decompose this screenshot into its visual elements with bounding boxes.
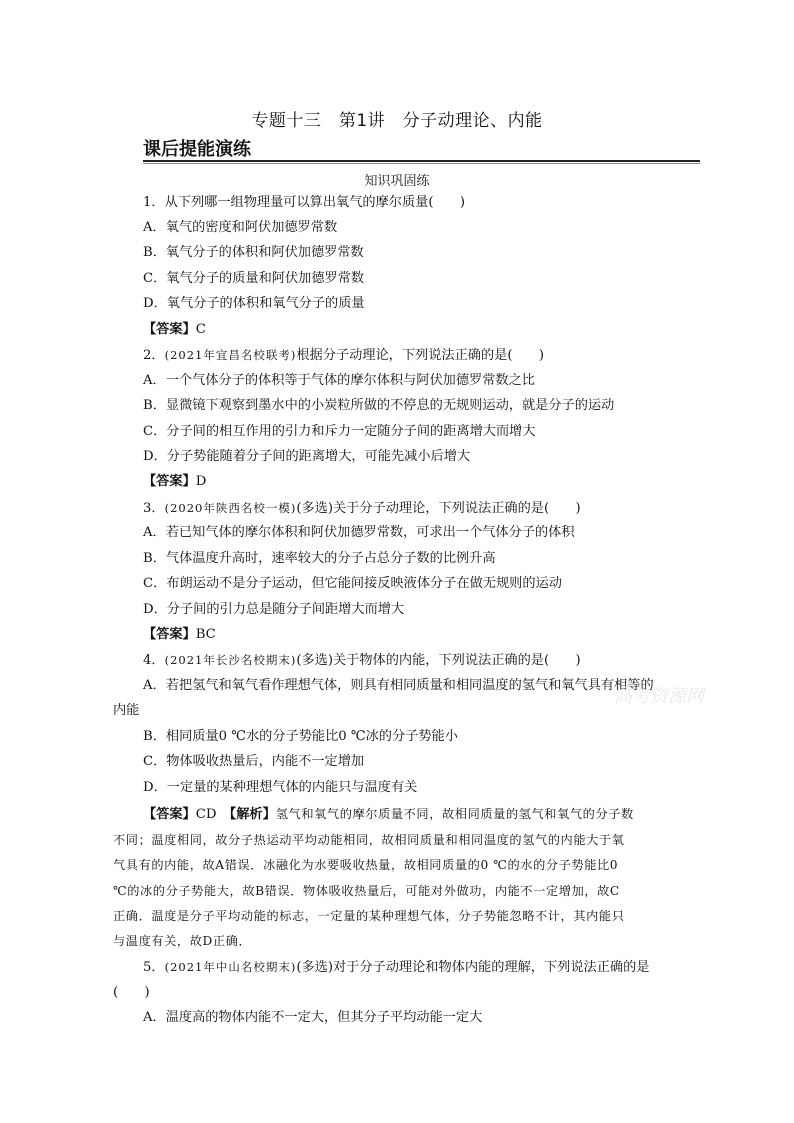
question-4-stem (143, 651, 703, 670)
question-number: 5． (143, 960, 165, 975)
question-3-option-c: C．布朗运动不是分子运动，但它能间接反映液体分子在做无规则的运动 (143, 576, 562, 591)
question-number: 3． (143, 501, 165, 516)
question-1-option-d: D．氧气分子的体积和氧气分子的质量 (143, 296, 365, 311)
question-source: (2021年长沙名校期末) (164, 653, 297, 667)
question-1-option-a: A．氧气的密度和阿伏加德罗常数 (143, 220, 338, 235)
question-3-option-a: A．若已知气体的摩尔体积和阿伏加德罗常数，可求出一个气体分子的体积 (143, 525, 575, 540)
analysis-line-5: 正确．温度是分子平均动能的标志，一定量的某种理想气体，分子势能忽略不计，其内能只 (113, 909, 625, 923)
question-1-stem: 1．从下列哪一组物理量可以算出氧气的摩尔质量( ) (143, 195, 465, 210)
question-source: (2020年陕西名校一模) (164, 501, 297, 515)
question-4-option-d: D．一定量的某种理想气体的内能只与温度有关 (143, 780, 418, 795)
question-5-stem-cont: ( ) (113, 985, 150, 1000)
answer-label: 【答案】 (143, 807, 196, 822)
question-4-option-a: A．若把氢气和氧气看作理想气体，则具有相同质量和相同温度的氢气和氧气具有相等的 (143, 678, 654, 693)
question-2-option-c: C．分子间的相互作用的引力和斥力一定随分子间的距离增大而增大 (143, 424, 536, 439)
answer-value: C (195, 322, 206, 337)
question-source: (2021年中山名校期末) (164, 960, 297, 974)
question-3-option-d: D．分子间的引力总是随分子间距增大而增大 (143, 602, 405, 617)
question-text: (多选)关于分子动理论，下列说法正确的是( ) (296, 501, 581, 516)
question-3-answer (143, 626, 703, 644)
analysis-line-6: 与温度有关，故D正确． (113, 934, 252, 948)
question-2-stem (143, 346, 703, 365)
sub-heading: 知识巩固练 (364, 174, 430, 189)
analysis-line-4: ℃的冰的分子势能大，故B错误．物体吸收热量后，可能对外做功，内能不一定增加，故C (113, 884, 620, 898)
question-text: (多选)对于分子动理论和物体内能的理解，下列说法正确的是 (296, 960, 650, 975)
answer-label: 【答案】 (143, 627, 196, 642)
question-2-option-b: B．显微镜下观察到墨水中的小炭粒所做的不停息的无规则运动，就是分子的运动 (143, 398, 615, 413)
question-4-option-b: B．相同质量0 ℃水的分子势能比0 ℃冰的分子势能小 (143, 729, 458, 744)
analysis-line-2: 不同；温度相同，故分子热运动平均动能相同，故相同质量和相同温度的氢气的内能大于氧 (113, 833, 625, 847)
question-4-option-a-cont: 内能 (113, 703, 140, 718)
watermark: 高考资源网 (614, 686, 704, 707)
question-3-stem (143, 499, 703, 518)
answer-value: CD (195, 807, 217, 822)
answer-label: 【答案】 (143, 474, 196, 489)
heading-rule-thin (143, 163, 700, 164)
question-1-option-c: C．氧气分子的质量和阿伏加德罗常数 (143, 271, 365, 286)
question-5-stem (143, 958, 703, 977)
question-3-option-b: B．气体温度升高时，速率较大的分子占总分子数的比例升高 (143, 551, 496, 566)
section-heading: 课后提能演练 (143, 139, 251, 160)
question-number: 4． (143, 653, 165, 668)
question-4-option-c: C．物体吸收热量后，内能不一定增加 (143, 754, 365, 769)
question-2-option-d: D．分子势能随着分子间的距离增大，可能先减小后增大 (143, 449, 471, 464)
analysis-label: 【解析】 (229, 807, 276, 822)
question-number: 2． (143, 348, 165, 363)
question-text: (多选)关于物体的内能，下列说法正确的是( ) (296, 653, 581, 668)
question-2-answer (143, 473, 703, 491)
analysis-line-1: 氢气和氧气的摩尔质量不同，故相同质量的氢气和氧气的分子数 (275, 807, 634, 821)
analysis-line-3: 气具有的内能，故A错误．冰融化为水要吸收热量，故相同质量的0 ℃的水的分子势能比0 (113, 858, 619, 872)
answer-label: 【答案】 (143, 322, 196, 337)
question-5-option-a: A．温度高的物体内能不一定大，但其分子平均动能一定大 (143, 1010, 483, 1025)
question-4-answer (143, 805, 703, 824)
question-1-option-b: B．氧气分子的体积和阿伏加德罗常数 (143, 245, 364, 260)
heading-rule (143, 160, 700, 162)
answer-value: BC (195, 627, 216, 642)
question-1-answer (143, 321, 703, 339)
page-title: 专题十三 第1讲 分子动理论、内能 (251, 111, 543, 131)
question-text: 根据分子动理论，下列说法正确的是( ) (296, 348, 544, 363)
answer-value: D (195, 474, 207, 489)
question-2-option-a: A．一个气体分子的体积等于气体的摩尔体积与阿伏加德罗常数之比 (143, 373, 535, 388)
question-source: (2021年宜昌名校联考) (164, 348, 297, 362)
